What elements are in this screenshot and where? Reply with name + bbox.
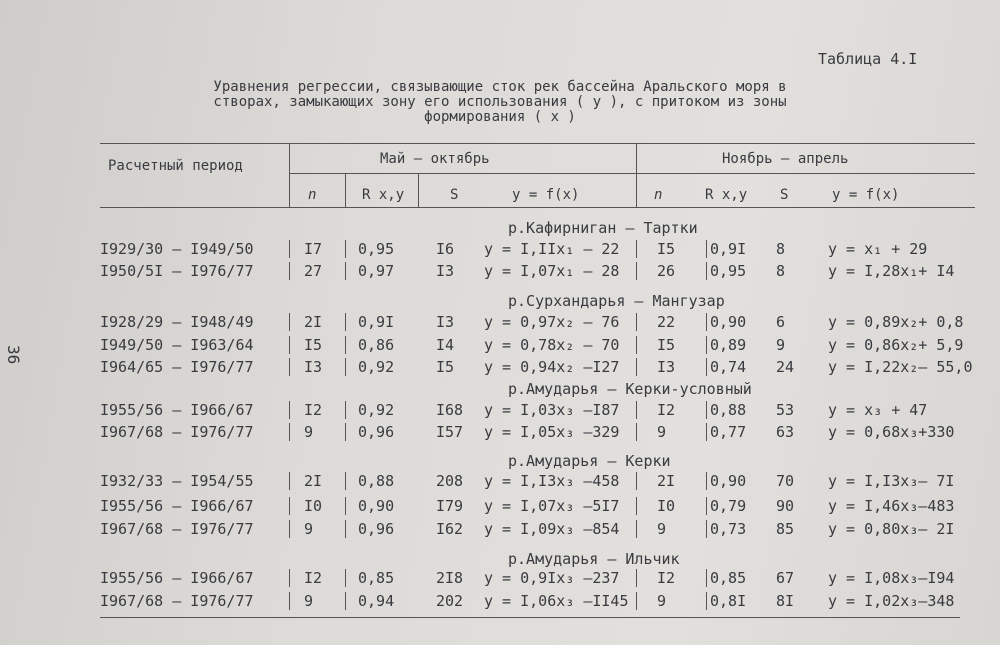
header-s2: S [780,187,789,203]
cell-s-nov-apr: 90 [776,497,795,515]
row-divider [636,401,637,419]
cell-n-nov-apr: 2I [657,472,676,490]
cell-n-nov-apr: 22 [657,313,676,331]
cell-s-may-oct: I6 [436,240,455,258]
cell-n-may-oct: I2 [304,569,323,587]
cell-n-nov-apr: 9 [657,423,667,441]
cell-s-may-oct: I68 [436,401,464,419]
row-divider [706,520,707,538]
header-n2: n [654,187,663,203]
cell-period: I967/68 – I976/77 [100,592,254,610]
cell-n-nov-apr: 9 [657,520,667,538]
row-divider [345,592,346,610]
caption-line-1: Уравнения регрессии, связывающие сток рек бассейна Аральского моря в [213,79,787,95]
cell-s-may-oct: I5 [436,358,455,376]
cell-equation-may-oct: y = I,05x₃ –329 [484,423,620,441]
table-row [0,592,1000,610]
row-divider [289,423,290,441]
cell-n-may-oct: 9 [304,423,314,441]
cell-r-may-oct: 0,86 [358,336,395,354]
cell-s-nov-apr: 67 [776,569,795,587]
cell-n-nov-apr: I3 [657,358,676,376]
row-divider [289,262,290,280]
cell-r-may-oct: 0,9I [358,313,395,331]
cell-r-may-oct: 0,92 [358,401,395,419]
row-divider [706,472,707,490]
cell-equation-nov-apr: y = I,46x₃–483 [828,497,955,515]
cell-r-nov-apr: 0,9I [710,240,747,258]
cell-r-may-oct: 0,96 [358,423,395,441]
cell-r-nov-apr: 0,88 [710,401,747,419]
table-row [0,262,1000,280]
header-mid-rule [290,173,975,174]
cell-period: I928/29 – I948/49 [100,313,254,331]
cell-period: I964/65 – I976/77 [100,358,254,376]
row-divider [345,313,346,331]
cell-r-may-oct: 0,95 [358,240,395,258]
cell-r-nov-apr: 0,8I [710,592,747,610]
row-divider [636,423,637,441]
table-label: Таблица 4.I [818,50,918,68]
cell-equation-may-oct: y = 0,94x₂ –I27 [484,358,620,376]
row-divider [706,336,707,354]
row-divider [636,472,637,490]
row-divider [345,497,346,515]
table-row [0,520,1000,538]
cell-equation-may-oct: y = I,07x₁ – 28 [484,262,620,280]
row-divider [706,313,707,331]
cell-equation-may-oct: y = I,06x₃ –II45 [484,592,629,610]
cell-equation-may-oct: y = I,07x₃ –5I7 [484,497,620,515]
cell-equation-nov-apr: y = I,02x₃–348 [828,592,955,610]
row-divider [706,401,707,419]
cell-r-may-oct: 0,85 [358,569,395,587]
row-divider [345,358,346,376]
cell-equation-may-oct: y = I,03x₃ –I87 [484,401,620,419]
cell-n-may-oct: I0 [304,497,323,515]
cell-s-nov-apr: 8 [776,240,786,258]
header-divider-r1 [418,173,419,207]
row-divider [289,569,290,587]
row-divider [345,569,346,587]
row-divider [289,358,290,376]
cell-equation-nov-apr: y = I,I3x₃– 7I [828,472,955,490]
cell-s-may-oct: I57 [436,423,464,441]
cell-period: I950/5I – I976/77 [100,262,254,280]
header-r1: R x,y [362,187,405,203]
cell-r-may-oct: 0,94 [358,592,395,610]
header-divider-n1 [345,173,346,207]
cell-s-may-oct: I79 [436,497,464,515]
cell-s-may-oct: 2I8 [436,569,464,587]
cell-equation-nov-apr: y = I,28x₁+ I4 [828,262,955,280]
row-divider [636,497,637,515]
table-row [0,358,1000,376]
cell-n-may-oct: 2I [304,313,323,331]
header-divider-seasons [636,143,637,207]
row-divider [345,336,346,354]
cell-n-nov-apr: I0 [657,497,676,515]
cell-r-nov-apr: 0,77 [710,423,747,441]
cell-r-may-oct: 0,88 [358,472,395,490]
row-divider [289,401,290,419]
cell-equation-nov-apr: y = x₃ + 47 [828,401,928,419]
row-divider [345,423,346,441]
cell-period: I955/56 – I966/67 [100,497,254,515]
cell-n-may-oct: I3 [304,358,323,376]
cell-equation-may-oct: y = I,I3x₃ –458 [484,472,620,490]
section-title: р.Амударья – Керки [508,452,671,470]
section-title: р.Амударья – Керки-условный [508,380,752,398]
row-divider [289,472,290,490]
row-divider [636,358,637,376]
cell-equation-nov-apr: y = 0,80x₃– 2I [828,520,955,538]
cell-r-nov-apr: 0,73 [710,520,747,538]
cell-equation-nov-apr: y = x₁ + 29 [828,240,928,258]
cell-period: I932/33 – I954/55 [100,472,254,490]
cell-s-may-oct: I4 [436,336,455,354]
cell-r-nov-apr: 0,79 [710,497,747,515]
cell-n-may-oct: 9 [304,592,314,610]
cell-n-may-oct: 27 [304,262,323,280]
table-bottom-rule [100,617,960,618]
cell-s-may-oct: I62 [436,520,464,538]
cell-r-may-oct: 0,96 [358,520,395,538]
cell-n-may-oct: 2I [304,472,323,490]
row-divider [706,240,707,258]
row-divider [289,592,290,610]
cell-s-nov-apr: 24 [776,358,795,376]
cell-equation-nov-apr: y = 0,68x₃+330 [828,423,955,441]
cell-s-nov-apr: 85 [776,520,795,538]
cell-n-nov-apr: I2 [657,401,676,419]
header-f2: y = f(x) [832,187,900,203]
cell-equation-may-oct: y = I,IIx₁ – 22 [484,240,620,258]
cell-n-may-oct: 9 [304,520,314,538]
row-divider [289,313,290,331]
cell-s-may-oct: 202 [436,592,464,610]
caption-line-3: формирования ( x ) [424,109,576,125]
cell-r-nov-apr: 0,90 [710,313,747,331]
header-divider-period [289,143,290,207]
row-divider [289,336,290,354]
table-row [0,401,1000,419]
cell-s-nov-apr: 9 [776,336,786,354]
table-row [0,569,1000,587]
row-divider [706,262,707,280]
table-row [0,313,1000,331]
header-may-oct: Май – октябрь [380,151,490,167]
cell-period: I955/56 – I966/67 [100,401,254,419]
cell-equation-may-oct: y = I,09x₃ –854 [484,520,620,538]
caption-line-2: створах, замыкающих зону его использования ( y ), с притоком из зоны [213,94,787,110]
section-title: р.Кафирниган – Тартки [508,219,698,237]
row-divider [706,423,707,441]
cell-equation-nov-apr: y = 0,89x₂+ 0,8 [828,313,964,331]
row-divider [636,240,637,258]
row-divider [636,569,637,587]
header-period: Расчетный период [108,158,243,174]
cell-r-nov-apr: 0,89 [710,336,747,354]
row-divider [345,401,346,419]
cell-r-may-oct: 0,90 [358,497,395,515]
cell-r-nov-apr: 0,95 [710,262,747,280]
table-row [0,472,1000,490]
cell-s-nov-apr: 70 [776,472,795,490]
row-divider [636,520,637,538]
page-number: 36 [4,345,23,365]
header-n1: n [308,187,317,203]
cell-equation-may-oct: y = 0,9Ix₃ –237 [484,569,620,587]
cell-n-nov-apr: 9 [657,592,667,610]
cell-period: I967/68 – I976/77 [100,520,254,538]
cell-r-may-oct: 0,92 [358,358,395,376]
row-divider [345,240,346,258]
header-r2: R x,y [705,187,748,203]
cell-s-nov-apr: 8I [776,592,795,610]
cell-n-may-oct: I7 [304,240,323,258]
cell-s-may-oct: I3 [436,313,455,331]
cell-period: I967/68 – I976/77 [100,423,254,441]
row-divider [289,240,290,258]
table-row [0,497,1000,515]
cell-n-nov-apr: I2 [657,569,676,587]
row-divider [636,592,637,610]
header-s1: S [450,187,459,203]
cell-period: I949/50 – I963/64 [100,336,254,354]
cell-s-nov-apr: 8 [776,262,786,280]
row-divider [345,262,346,280]
row-divider [636,313,637,331]
header-f1: y = f(x) [512,187,580,203]
cell-n-nov-apr: 26 [657,262,676,280]
row-divider [636,336,637,354]
cell-period: I955/56 – I966/67 [100,569,254,587]
cell-n-may-oct: I5 [304,336,323,354]
row-divider [706,592,707,610]
cell-equation-nov-apr: y = 0,86x₂+ 5,9 [828,336,964,354]
cell-s-nov-apr: 63 [776,423,795,441]
cell-equation-nov-apr: y = I,22x₂– 55,0 [828,358,973,376]
row-divider [706,358,707,376]
cell-r-nov-apr: 0,74 [710,358,747,376]
cell-equation-may-oct: y = 0,97x₂ – 76 [484,313,620,331]
cell-r-nov-apr: 0,90 [710,472,747,490]
cell-n-nov-apr: I5 [657,336,676,354]
table-row [0,423,1000,441]
cell-n-nov-apr: I5 [657,240,676,258]
row-divider [636,262,637,280]
section-title: р.Амударья – Ильчик [508,550,680,568]
row-divider [345,472,346,490]
header-bottom-rule [100,207,975,208]
row-divider [706,569,707,587]
row-divider [289,497,290,515]
table-row [0,336,1000,354]
row-divider [706,497,707,515]
table-top-rule [100,143,975,144]
cell-s-may-oct: 208 [436,472,464,490]
cell-s-may-oct: I3 [436,262,455,280]
cell-r-may-oct: 0,97 [358,262,395,280]
row-divider [345,520,346,538]
row-divider [289,520,290,538]
table-row [0,240,1000,258]
header-nov-apr: Ноябрь – апрель [722,151,849,167]
cell-n-may-oct: I2 [304,401,323,419]
cell-s-nov-apr: 53 [776,401,795,419]
section-title: р.Сурхандарья – Мангузар [508,292,725,310]
cell-r-nov-apr: 0,85 [710,569,747,587]
cell-period: I929/30 – I949/50 [100,240,254,258]
cell-equation-may-oct: y = 0,78x₂ – 70 [484,336,620,354]
cell-s-nov-apr: 6 [776,313,786,331]
cell-equation-nov-apr: y = I,08x₃–I94 [828,569,955,587]
